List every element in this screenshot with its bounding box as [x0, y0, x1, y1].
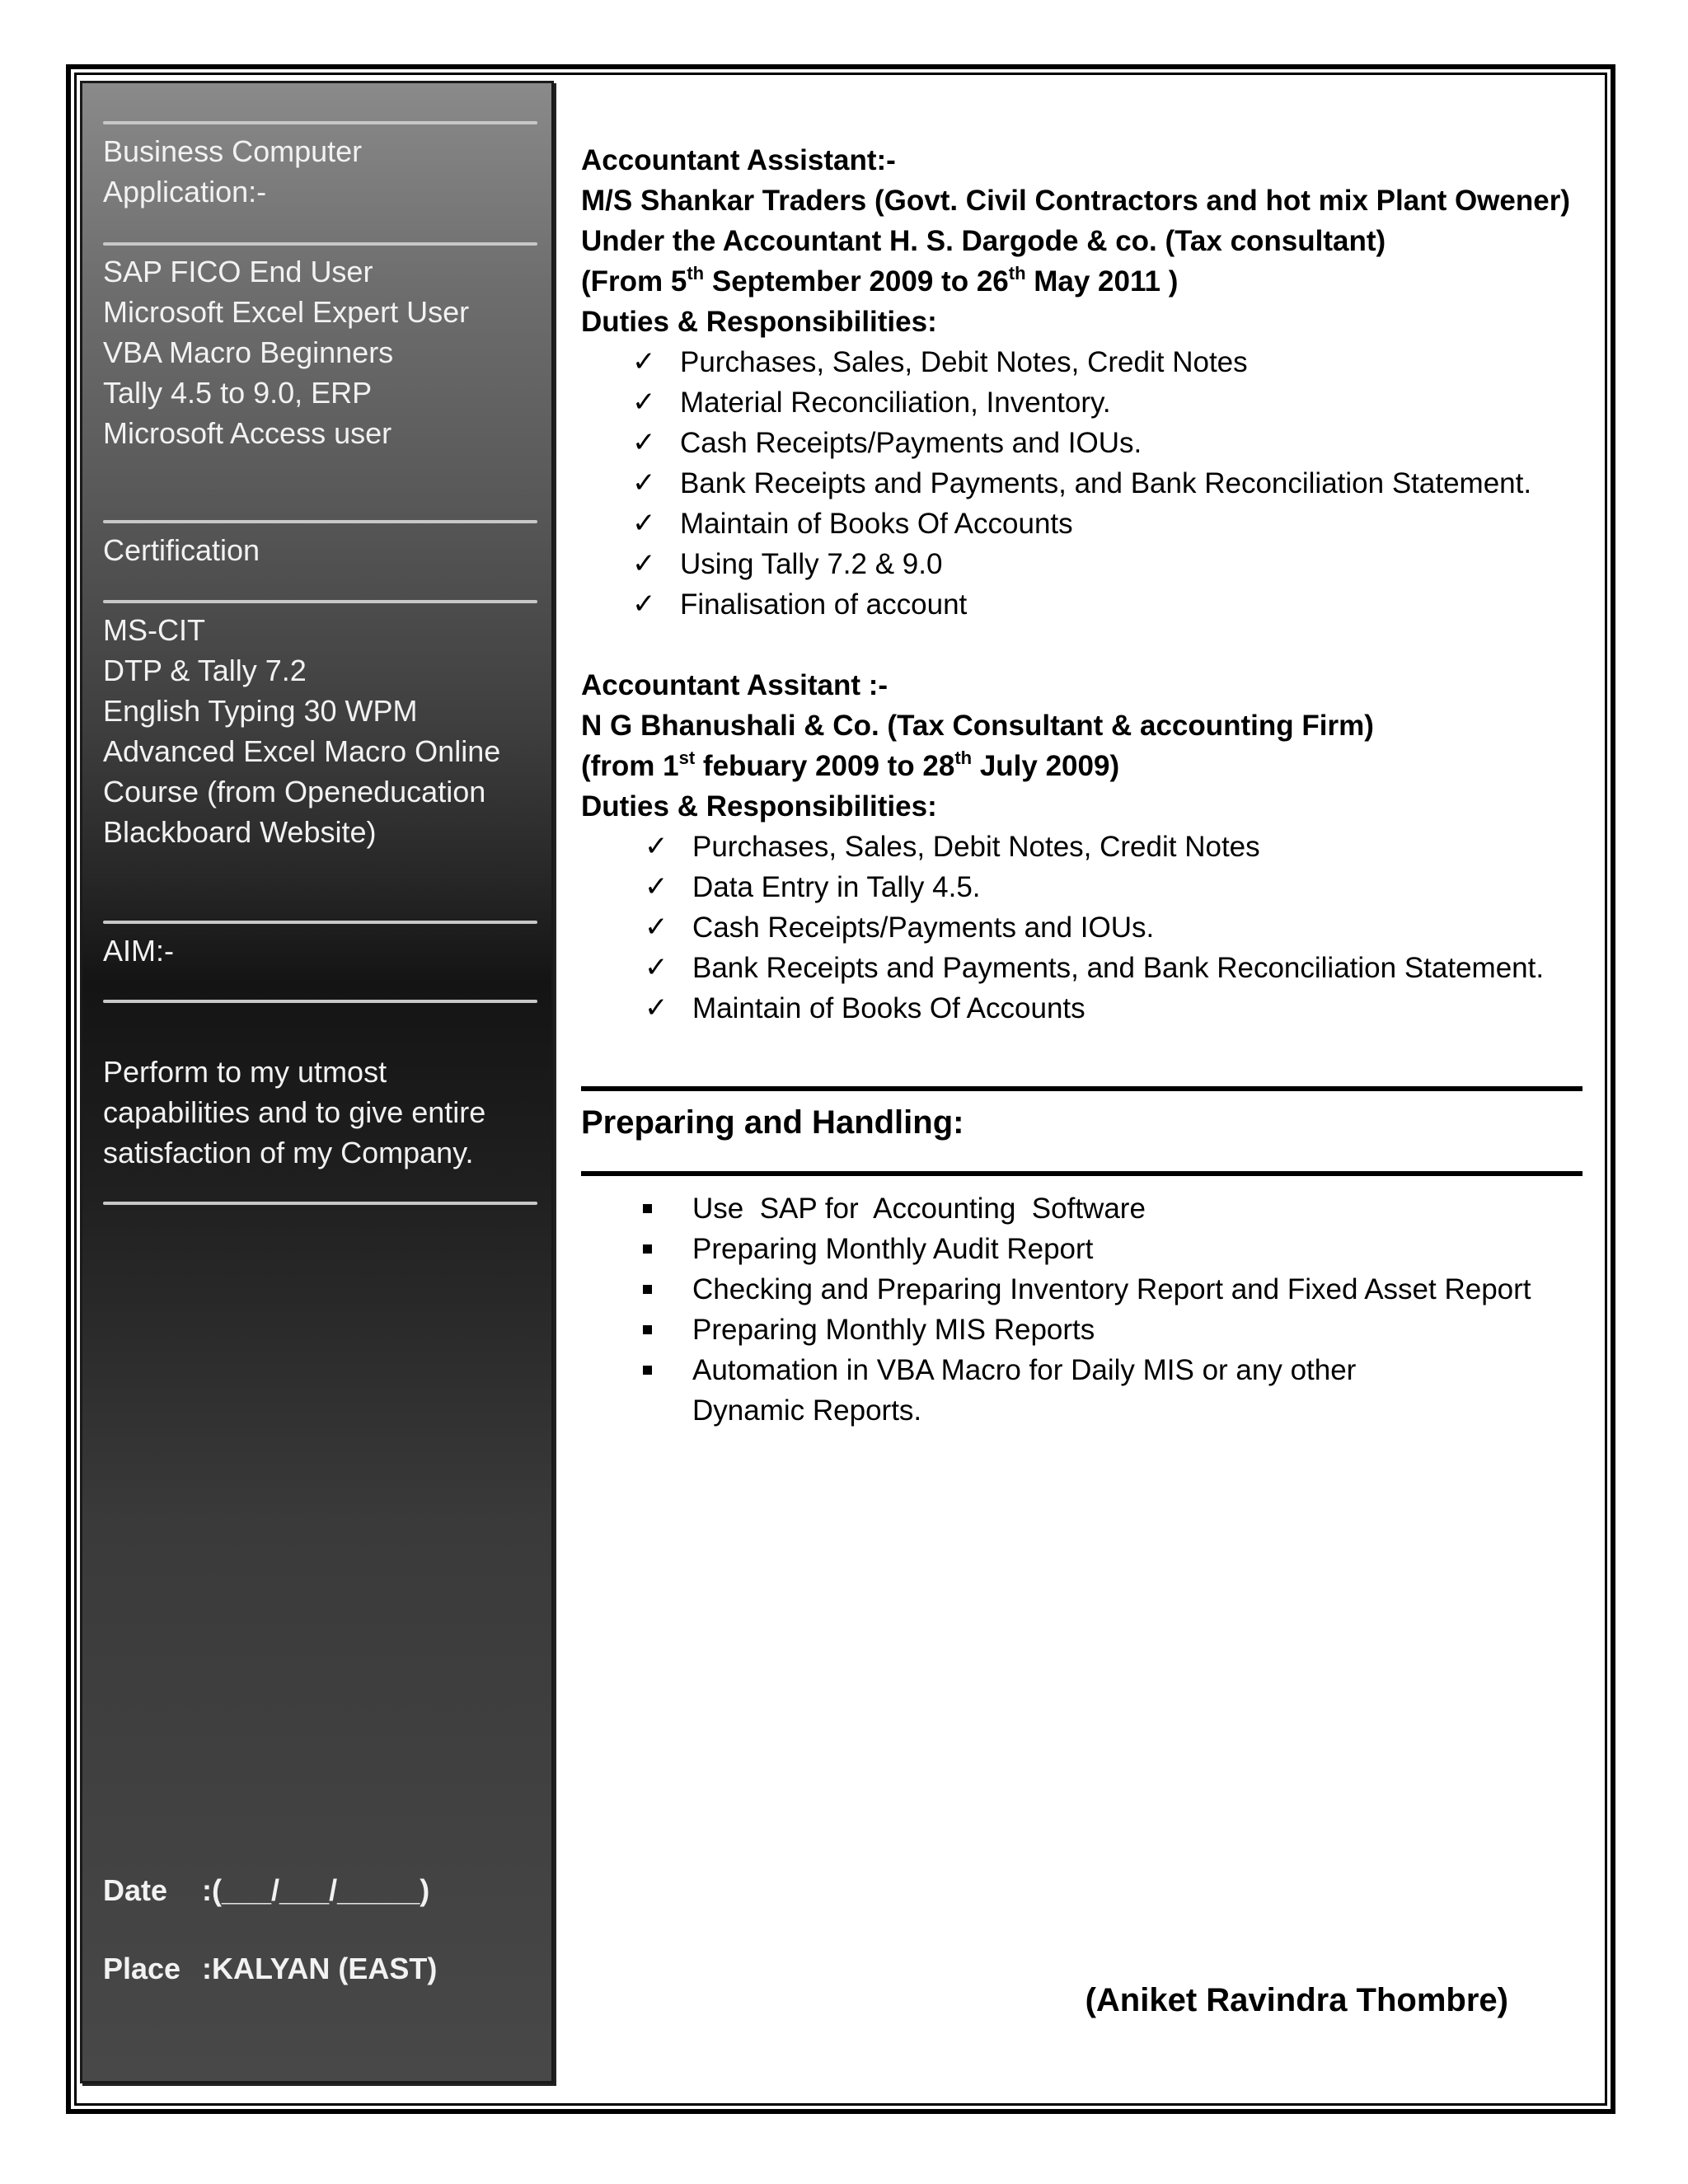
job-supervisor: Under the Accountant H. S. Dargode & co. (Tax consultant) — [581, 225, 1386, 257]
check-icon: ✓ — [632, 427, 656, 458]
list-item: ✓ Finalisation of account — [581, 584, 1587, 625]
certification-heading: Certification — [103, 533, 260, 567]
date-line — [103, 1870, 429, 1910]
place-value: :KALYAN (EAST) — [202, 1952, 438, 1985]
list-item: Automation in VBA Macro for Daily MIS or any other Dynamic Reports. — [581, 1350, 1582, 1431]
square-bullet-icon — [643, 1366, 652, 1375]
duties-heading: Duties & Responsibilities: — [581, 790, 937, 823]
preparing-list — [581, 1188, 1582, 1431]
list-item: ✓ Bank Receipts and Payments, and Bank Reconciliation Statement. — [581, 948, 1587, 988]
sidebar-divider — [103, 121, 537, 124]
date-value: :(___/___/_____) — [202, 1873, 430, 1907]
job-title: Accountant Assitant :- — [581, 669, 889, 701]
list-item: ✓ Purchases, Sales, Debit Notes, Credit Notes — [581, 342, 1587, 382]
sidebar-divider — [103, 520, 537, 523]
list-item: Checking and Preparing Inventory Report and Fixed Asset Report — [581, 1269, 1582, 1310]
check-icon: ✓ — [632, 548, 656, 579]
section-divider — [581, 1171, 1582, 1176]
sidebar-divider — [103, 1000, 537, 1003]
sidebar-divider — [103, 600, 537, 603]
experience-section — [581, 140, 1587, 1029]
place-line — [103, 1948, 437, 1989]
check-icon: ✓ — [632, 346, 656, 377]
certification-item: DTP & Tally 7.2 — [103, 654, 307, 687]
date-label: Date — [103, 1873, 168, 1907]
job-company: M/S Shankar Traders (Govt. Civil Contractors and hot mix Plant Owener) — [581, 185, 1570, 217]
aim-text: Perform to my utmost capabilities and to give entire satisfaction of my Company. — [103, 1055, 486, 1169]
list-item: Preparing Monthly MIS Reports — [581, 1310, 1582, 1350]
job-title: Accountant Assistant:- — [581, 144, 896, 176]
list-item: ✓ Data Entry in Tally 4.5. — [581, 867, 1587, 907]
certification-item: Blackboard Website) — [103, 815, 377, 849]
job-period: (from 1st febuary 2009 to 28th July 2009) — [581, 748, 1120, 782]
certification-item: Advanced Excel Macro Online — [103, 734, 501, 768]
check-icon: ✓ — [645, 952, 668, 983]
certification-item: MS-CIT — [103, 613, 205, 647]
certification-item: English Typing 30 WPM — [103, 694, 418, 728]
section-divider — [581, 1086, 1582, 1091]
skill-item: VBA Macro Beginners — [103, 335, 394, 369]
check-icon: ✓ — [632, 508, 656, 539]
certification-list — [103, 610, 537, 852]
skill-item: Tally 4.5 to 9.0, ERP — [103, 376, 373, 410]
certification-item: Course (from Openeducation — [103, 775, 486, 808]
square-bullet-icon — [643, 1244, 652, 1254]
computer-skills-list — [103, 251, 537, 453]
list-item: Use SAP for Accounting Software — [581, 1188, 1582, 1229]
computer-heading: Business Computer Application:- — [103, 134, 363, 209]
check-icon: ✓ — [632, 467, 656, 499]
square-bullet-icon — [643, 1204, 652, 1213]
duties-list — [581, 342, 1587, 625]
job-entry-1 — [581, 140, 1587, 625]
check-icon: ✓ — [645, 831, 668, 862]
skill-item: Microsoft Access user — [103, 416, 392, 450]
sidebar-divider — [103, 242, 537, 246]
list-item: ✓ Maintain of Books Of Accounts — [581, 988, 1587, 1029]
check-icon: ✓ — [632, 588, 656, 620]
skill-item: Microsoft Excel Expert User — [103, 295, 470, 329]
list-item: ✓ Using Tally 7.2 & 9.0 — [581, 544, 1587, 584]
duties-list — [581, 827, 1587, 1029]
duties-heading: Duties & Responsibilities: — [581, 306, 937, 338]
check-icon: ✓ — [632, 387, 656, 418]
job-period: (From 5th September 2009 to 26th May 2011 ) — [581, 263, 1179, 298]
list-item: Preparing Monthly Audit Report — [581, 1229, 1582, 1269]
place-label: Place — [103, 1952, 181, 1985]
list-item: ✓ Bank Receipts and Payments, and Bank Reconciliation Statement. — [581, 463, 1587, 504]
signature-name: (Aniket Ravindra Thombre) — [1085, 1982, 1508, 2018]
list-item: ✓ Purchases, Sales, Debit Notes, Credit Notes — [581, 827, 1587, 867]
list-item: ✓ Maintain of Books Of Accounts — [581, 504, 1587, 544]
skill-item: SAP FICO End User — [103, 255, 373, 288]
preparing-heading: Preparing and Handling: — [581, 1104, 964, 1141]
square-bullet-icon — [643, 1325, 652, 1334]
job-entry-2 — [581, 665, 1587, 1029]
list-item: ✓ Material Reconciliation, Inventory. — [581, 382, 1587, 423]
check-icon: ✓ — [645, 912, 668, 943]
check-icon: ✓ — [645, 871, 668, 902]
sidebar — [80, 81, 554, 2083]
list-item: ✓ Cash Receipts/Payments and IOUs. — [581, 907, 1587, 948]
sidebar-divider — [103, 1202, 537, 1205]
square-bullet-icon — [643, 1285, 652, 1294]
aim-heading: AIM:- — [103, 934, 174, 968]
check-icon: ✓ — [645, 992, 668, 1024]
sidebar-divider — [103, 921, 537, 924]
list-item: ✓ Cash Receipts/Payments and IOUs. — [581, 423, 1587, 463]
job-company: N G Bhanushali & Co. (Tax Consultant & accounting Firm) — [581, 710, 1374, 742]
